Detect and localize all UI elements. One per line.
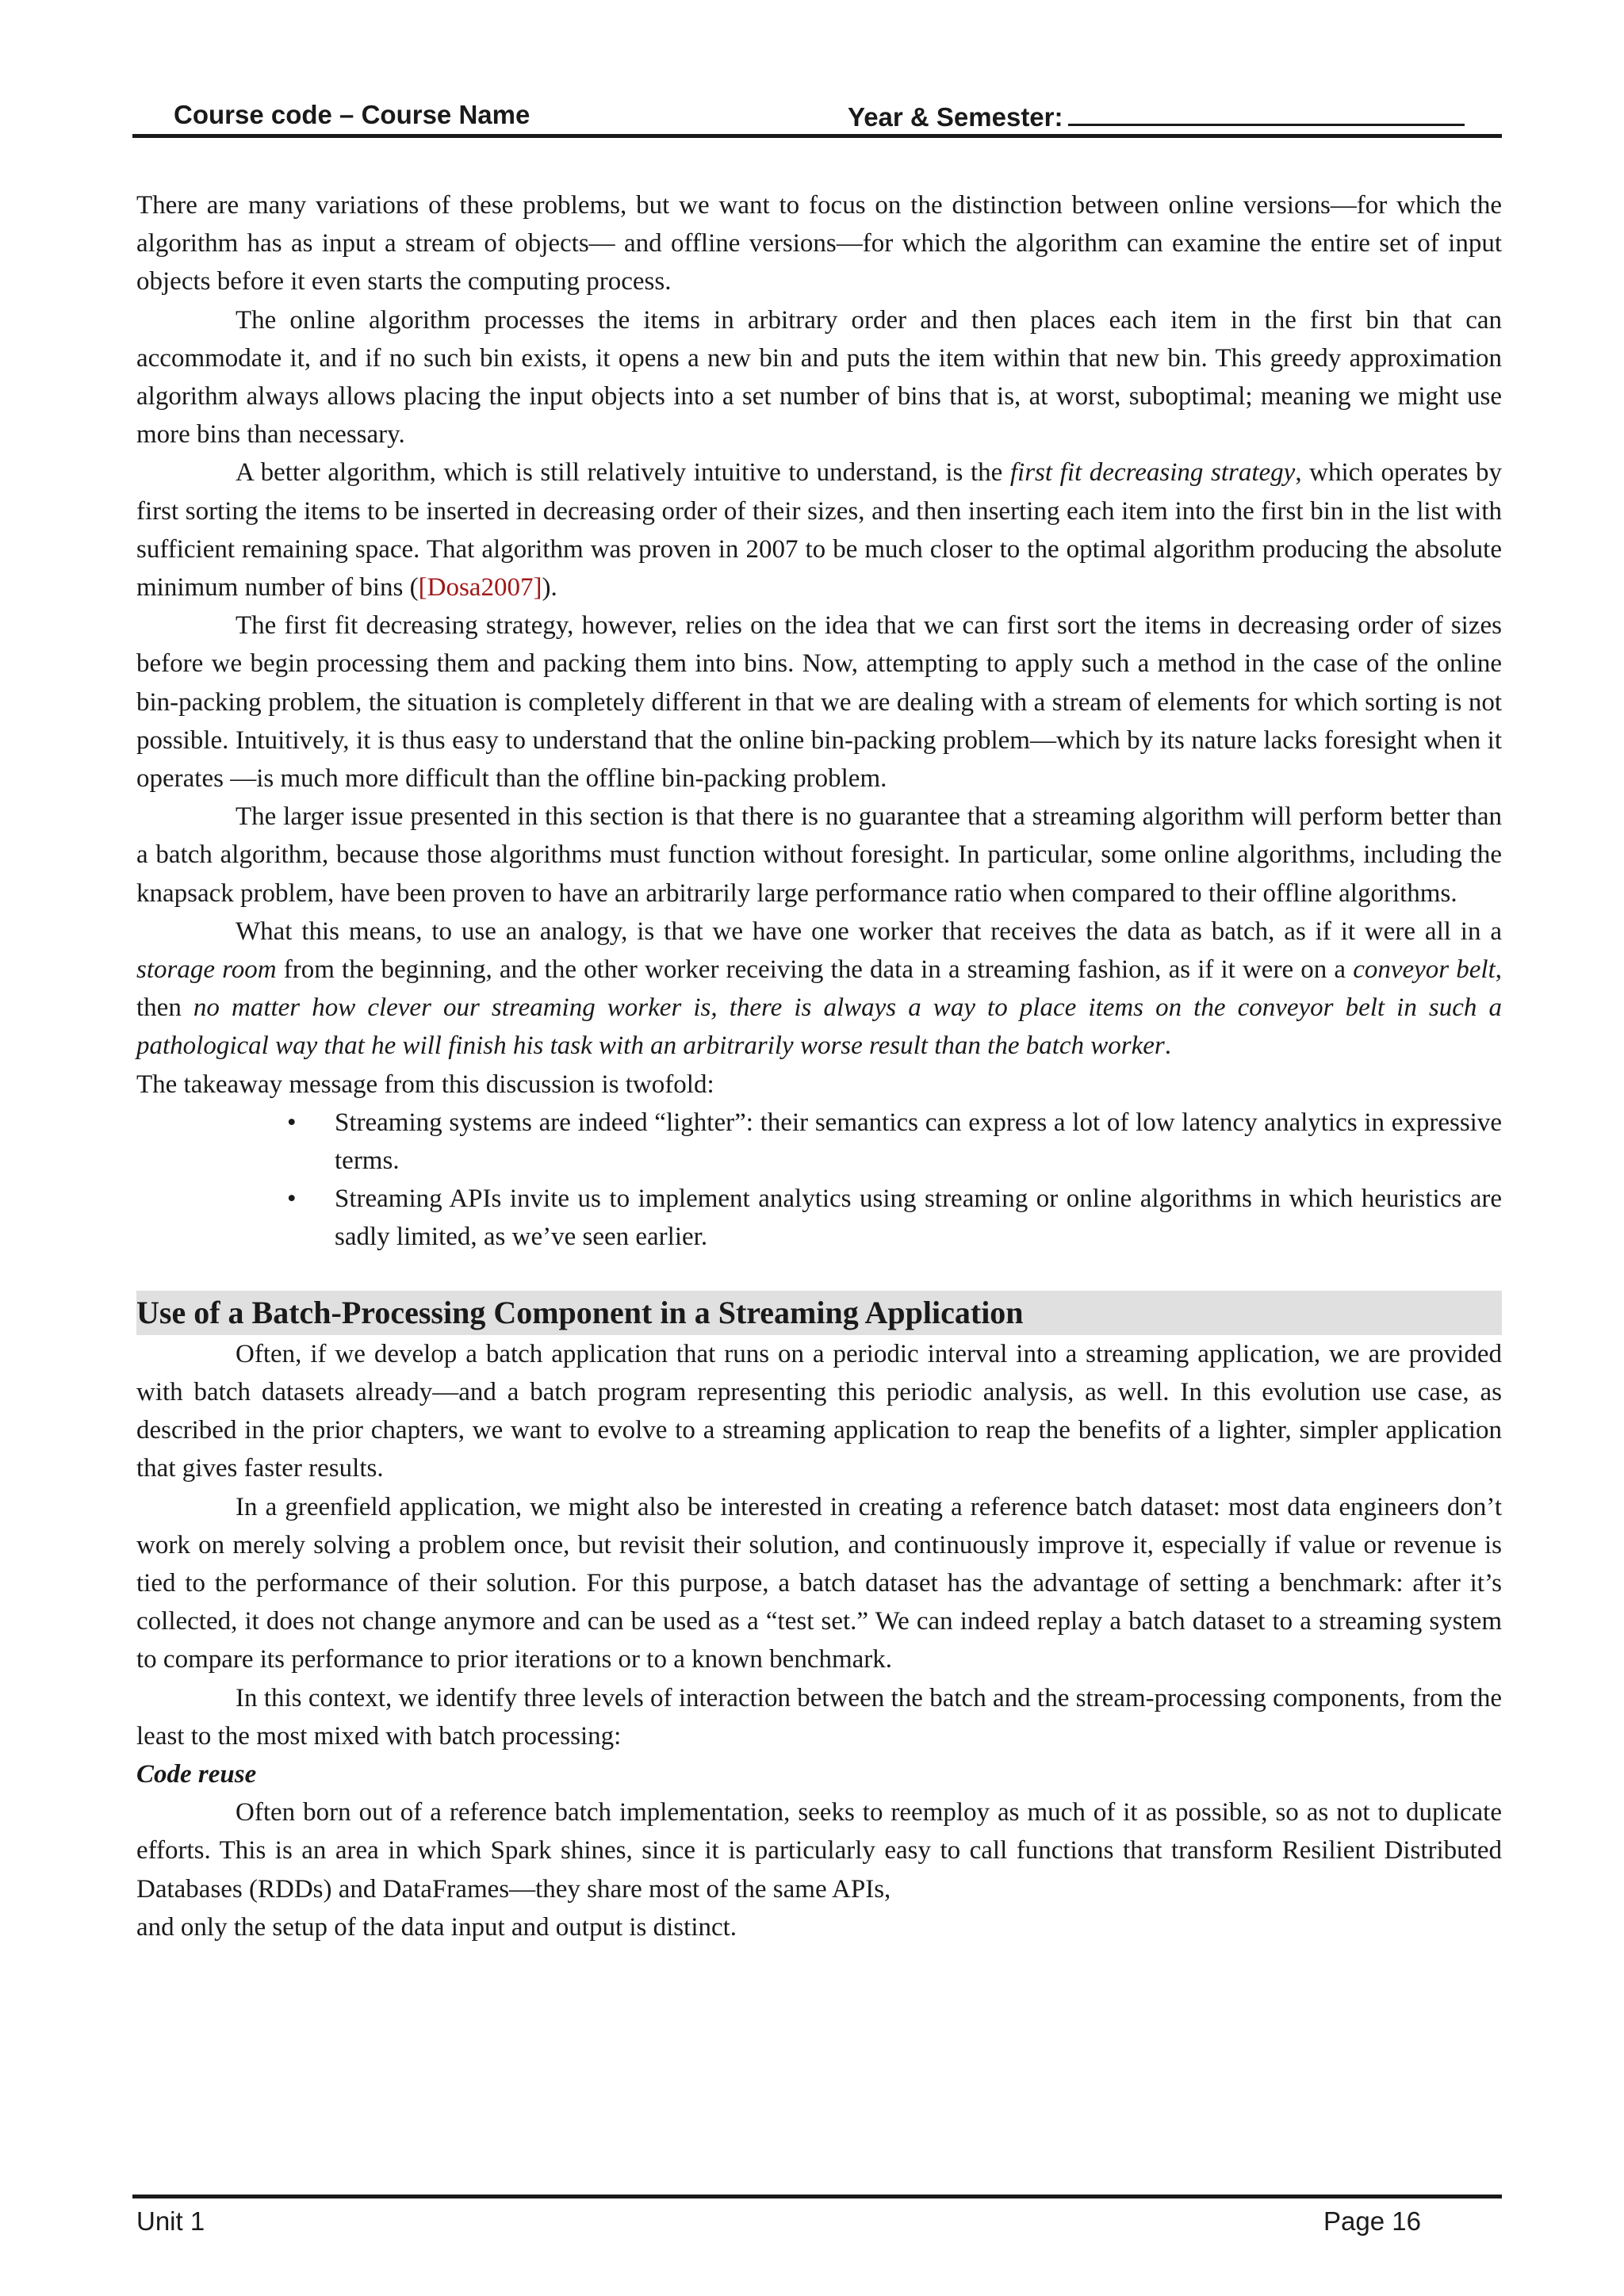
emphasis: storage room [136, 955, 277, 985]
text-run: from the beginning, and the other worker receiving the data in a streaming fashion, as if it were on a [276, 955, 1354, 985]
text-run: What this means, to use an analogy, is that we have one worker that receives the data as batch, as if it were all in a [236, 916, 1502, 946]
text-run: , then [136, 955, 1502, 1023]
paragraph: The online algorithm processes the items in arbitrary order and then places each item in the first bin that can accommodate it, and if no such bin exists, it opens a new bin and puts the item within that new bin. This greedy approximation algorithm always allows placing the input objects into a set number of bins that is, at worst, suboptimal; meaning we might use more bins than necessary. [136, 305, 1502, 450]
paragraph: There are many variations of these problems, but we want to focus on the distinction between online versions—for which the algorithm has as input a stream of objects— and offline versions—for which the algorithm can examine the entire set of input objects before it even starts the computing process. [136, 191, 1502, 297]
text-run: . [1164, 1031, 1172, 1061]
subsection-heading: Code reuse [136, 1759, 257, 1789]
year-semester-label: Year & Semester: [848, 102, 1063, 132]
emphasis: no matter how clever our streaming worker is, there is always a way to place items on the conveyor belt in such a pathological way that he will finish his task with an arbitrarily worse result than the batch worker [136, 993, 1502, 1061]
paragraph [136, 913, 1502, 1066]
paragraph: and only the setup of the data input and output is distinct. [136, 1912, 737, 1942]
text-run: A better algorithm, which is still relatively intuitive to understand, is the [236, 458, 1010, 488]
page-number: Page 16 [1323, 2206, 1421, 2236]
paragraph: Often, if we develop a batch application that runs on a periodic interval into a streaming application, we are provided with batch datasets already—and a batch program representing this periodic analysis, as well. In this evolution use case, as described in the prior chapters, we want to evolve to a streaming application to reap the benefits of a lighter, simpler application that gives faster results. [136, 1339, 1502, 1483]
paragraph: The larger issue presented in this section is that there is no guarantee that a streaming algorithm will perform better than a batch algorithm, because those algorithms must function without foresight. In particular, some online algorithms, including the knapsack problem, have been proven to have an arbitrarily large performance ratio when compared to their offline algorithms. [136, 802, 1502, 908]
document-body [136, 186, 1502, 1946]
list-item-text: Streaming systems are indeed “lighter”: their semantics can express a lot of low latency analytics in expressive terms. [335, 1108, 1502, 1176]
paragraph: The first fit decreasing strategy, however, relies on the idea that we can first sort the items in decreasing order of sizes before we begin processing them and packing them into bins. Now, attempting to apply such a method in the case of the online bin-packing problem, the situation is completely different in that we are dealing with a stream of elements for which sorting is not possible. Intuitively, it is thus easy to understand that the online bin-packing problem—which by its nature lacks foresight when it operates —is much more difficult than the offline bin-packing problem. [136, 611, 1502, 794]
bullet-icon: • [287, 1108, 297, 1137]
citation-link[interactable]: [Dosa2007] [418, 573, 542, 603]
emphasis: conveyor belt [1353, 955, 1496, 985]
paragraph: The takeaway message from this discussion is twofold: [136, 1070, 714, 1099]
text-run: , which operates by first sorting the items to be inserted in decreasing order of their sizes, and then inserting each item into the first bin in the list with sufficient remaining space. That algorithm was proven in 2007 to be much closer to the optimal algorithm producing the absolute minimum number of bins ( [136, 458, 1502, 603]
paragraph [136, 453, 1502, 607]
section-heading: Use of a Batch-Processing Component in a Streaming Application [136, 1291, 1502, 1335]
paragraph: In this context, we identify three levels of interaction between the batch and the stream-processing components, from the least to the most mixed with batch processing: [136, 1683, 1502, 1751]
list-item-text: Streaming APIs invite us to implement analytics using streaming or online algorithms in which heuristics are sadly limited, as we’ve seen earlier. [335, 1184, 1502, 1252]
list-item [287, 1180, 1502, 1256]
paragraph: Often born out of a reference batch implementation, seeks to reemploy as much of it as possible, so as not to duplicate efforts. This is an area in which Spark shines, since it is particularly easy to call functions that transform Resilient Distributed Databases (RDDs) and DataFrames—they share most of the same APIs, [136, 1798, 1502, 1904]
paragraph: In a greenfield application, we might also be interested in creating a reference batch dataset: most data engineers don’t work on merely solving a problem once, but revisit their solution, and continuously improve it, especially if value or revenue is tied to the performance of their solution. For this purpose, a batch dataset has the advantage of setting a benchmark: after it’s collected, it does not change anymore and can be used as a “test set.” We can indeed replay a batch dataset to a streaming system to compare its performance to prior iterations or to a known benchmark. [136, 1492, 1502, 1674]
course-title: Course code – Course Name [174, 100, 530, 129]
year-semester-blank [1068, 100, 1465, 126]
unit-label: Unit 1 [136, 2206, 205, 2236]
bullet-list [287, 1104, 1502, 1257]
page-footer [132, 2195, 1502, 2236]
emphasis: first fit decreasing strategy [1009, 458, 1296, 488]
year-semester [848, 100, 1465, 132]
text-run: ). [542, 573, 557, 603]
list-item [287, 1104, 1502, 1180]
page-header [132, 87, 1502, 138]
bullet-icon: • [287, 1184, 297, 1214]
